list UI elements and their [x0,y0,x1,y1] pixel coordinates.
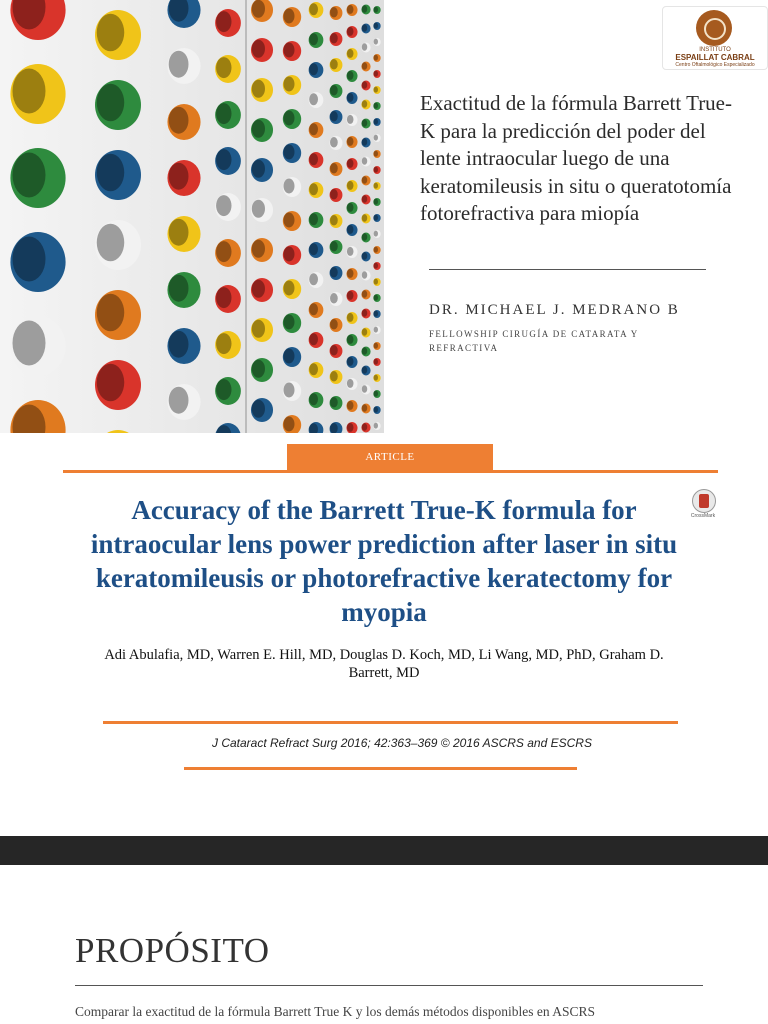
wall-hole [251,238,273,262]
wall-hole [167,104,200,140]
wall-hole [346,378,357,390]
wall-hole [330,370,343,384]
wall-hole [373,38,380,46]
wall-hole [373,374,380,382]
wall-hole [373,310,380,318]
wall-hole [215,377,241,405]
wall-hole [361,195,370,205]
wall-hole [346,136,357,148]
wall-hole [373,166,380,174]
wall-hole [346,356,357,368]
wall-hole [373,102,380,110]
wall-hole [167,216,200,252]
wall-hole [361,214,370,224]
wall-hole [346,26,357,38]
wall-hole [361,423,370,433]
wall-hole [10,64,65,124]
wall-hole [215,147,241,175]
wall-hole [95,220,141,270]
institute-logo [662,6,768,70]
wall-hole [215,239,241,267]
wall-hole [373,86,380,94]
article-tab-label: ARTICLE [287,444,493,471]
wall-hole [251,198,273,222]
wall-hole [309,332,324,348]
wall-hole [10,316,65,376]
wall-hole [346,268,357,280]
wall-hole [346,202,357,214]
slide-separator [0,836,768,865]
article-bottom-rule [184,767,577,770]
wall-hole [373,22,380,30]
wall-hole [167,48,200,84]
wall-hole [95,80,141,130]
wall-hole [251,278,273,302]
wall-hole [346,180,357,192]
wall-hole [330,136,343,150]
eye-emblem-icon [696,10,732,46]
wall-hole [346,158,357,170]
wall-hole [330,292,343,306]
presenter-affiliation: FELLOWSHIP CIRUGÍA DE CATARATA Y REFRACTIVA [429,329,639,353]
wall-hole [309,242,324,258]
wall-hole [330,318,343,332]
wall-hole [215,193,241,221]
wall-hole [373,54,380,62]
wall-hole [215,9,241,37]
wall-hole [10,148,65,208]
wall-hole [361,233,370,243]
wall-hole [309,2,324,18]
wall-hole [346,246,357,258]
wall-hole [330,188,343,202]
wall-hole [283,177,301,197]
article-title: Accuracy of the Barrett True-K formula for intraocular lens power prediction after laser in situ keratomileusis or photorefractive keratectomy for myopia [90,495,678,627]
wall-hole [330,214,343,228]
wall-hole [283,7,301,27]
wall-hole [283,109,301,129]
wall-hole [251,38,273,62]
wall-hole [283,313,301,333]
wall-hole [373,294,380,302]
wall-hole [373,326,380,334]
wall-hole [373,6,380,14]
wall-hole [373,198,380,206]
presenter-name: DR. MICHAEL J. MEDRANO B [429,302,680,318]
wall-hole [346,312,357,324]
wall-hole [346,224,357,236]
wall-hole [330,58,343,72]
wall-hole [361,328,370,338]
section-heading: PROPÓSITO [75,931,270,970]
wall-hole [167,328,200,364]
title-slide [0,0,768,433]
wall-hole [361,271,370,281]
wall-hole [330,240,343,254]
logo-line-2: ESPAILLAT CABRAL [675,53,755,62]
wall-hole [251,158,273,182]
wall-hole [346,4,357,16]
wall-hole [361,385,370,395]
wall-hole [283,347,301,367]
wall-hole [309,392,324,408]
wall-hole [309,62,324,78]
wall-hole [309,362,324,378]
wall-hole [309,92,324,108]
wall-hole [361,366,370,376]
wall-hole [346,400,357,412]
crossmark-label: CrossMark [690,513,716,519]
wall-hole [330,32,343,46]
title-divider [429,269,706,270]
wall-hole [309,302,324,318]
wall-hole [309,152,324,168]
wall-hole [346,334,357,346]
wall-hole [346,48,357,60]
wall-hole [95,10,141,60]
wall-hole [361,309,370,319]
wall-hole [309,212,324,228]
wall-hole [373,246,380,254]
article-top-rule [63,470,718,473]
wall-hole [283,75,301,95]
wall-hole [330,162,343,176]
article-header-slide [0,433,768,836]
wall-hole [330,6,343,20]
wall-hole [373,118,380,126]
wall-hole [346,114,357,126]
wall-hole [330,110,343,124]
wall-hole [215,331,241,359]
wall-hole [361,347,370,357]
wall-hole [373,390,380,398]
wall-hole [330,266,343,280]
wall-hole [251,318,273,342]
wall-hole [373,358,380,366]
wall-hole [283,381,301,401]
wall-hole [251,78,273,102]
wall-hole [309,272,324,288]
wall-hole [373,214,380,222]
wall-hole [215,101,241,129]
wall-hole [373,70,380,78]
wall-hole [215,285,241,313]
wall-hole [330,344,343,358]
wall-hole [95,150,141,200]
wall-hole [373,406,380,414]
wall-hole [346,290,357,302]
wall-hole [283,245,301,265]
wall-hole [215,55,241,83]
wall-hole [361,5,370,15]
wall-hole [373,342,380,350]
wall-hole [283,211,301,231]
wall-hole [309,32,324,48]
wall-hole [309,122,324,138]
slide-title: Exactitud de la fórmula Barrett True-K para la predicción del poder del lente intraocular luego de una keratomileusis in situ o queratotomía fotorefractiva para miopía [420,91,732,225]
wall-hole [373,134,380,142]
wall-hole [361,157,370,167]
wall-hole [361,43,370,53]
wall-hole [309,182,324,198]
wall-hole [361,100,370,110]
wall-hole [283,143,301,163]
wall-hole [373,422,380,430]
wall-hole [361,138,370,148]
wall-hole [361,176,370,186]
wall-hole [283,41,301,61]
wall-hole [361,62,370,72]
section-body-text: Comparar la exactitud de la fórmula Barrett True K y los demás métodos disponibles en ASCRS [75,1004,596,1019]
article-authors: Adi Abulafia, MD, Warren E. Hill, MD, Douglas D. Koch, MD, Li Wang, MD, PhD, Graham D. Barrett, MD [104,647,664,681]
wall-hole [167,384,200,420]
section-divider [75,985,703,986]
wall-hole [373,278,380,286]
wall-hole [330,84,343,98]
wall-hole [346,70,357,82]
wall-hole [373,150,380,158]
wall-hole [361,290,370,300]
wall-hole [361,81,370,91]
journal-citation: J Cataract Refract Surg 2016; 42:363–369 © 2016 ASCRS and ESCRS [212,736,592,750]
wall-hole [361,24,370,34]
perforated-wall-photo [0,0,384,433]
wall-hole [361,252,370,262]
logo-line-3: Centro Oftalmológico Especializado [675,62,755,68]
logo-line-1: INSTITUTO [699,47,731,53]
wall-hole [251,358,273,382]
wall-hole [373,262,380,270]
wall-hole [95,360,141,410]
wall-hole [361,404,370,414]
wall-hole [361,119,370,129]
wall-hole [283,279,301,299]
wall-hole [373,230,380,238]
wall-hole [10,232,65,292]
wall-hole [373,182,380,190]
wall-hole [330,396,343,410]
wall-hole [346,92,357,104]
purpose-slide [0,865,768,1024]
wall-hole [251,118,273,142]
wall-hole [167,272,200,308]
article-middle-rule [103,721,678,724]
wall-hole [167,160,200,196]
wall-hole [95,290,141,340]
wall-hole [251,398,273,422]
